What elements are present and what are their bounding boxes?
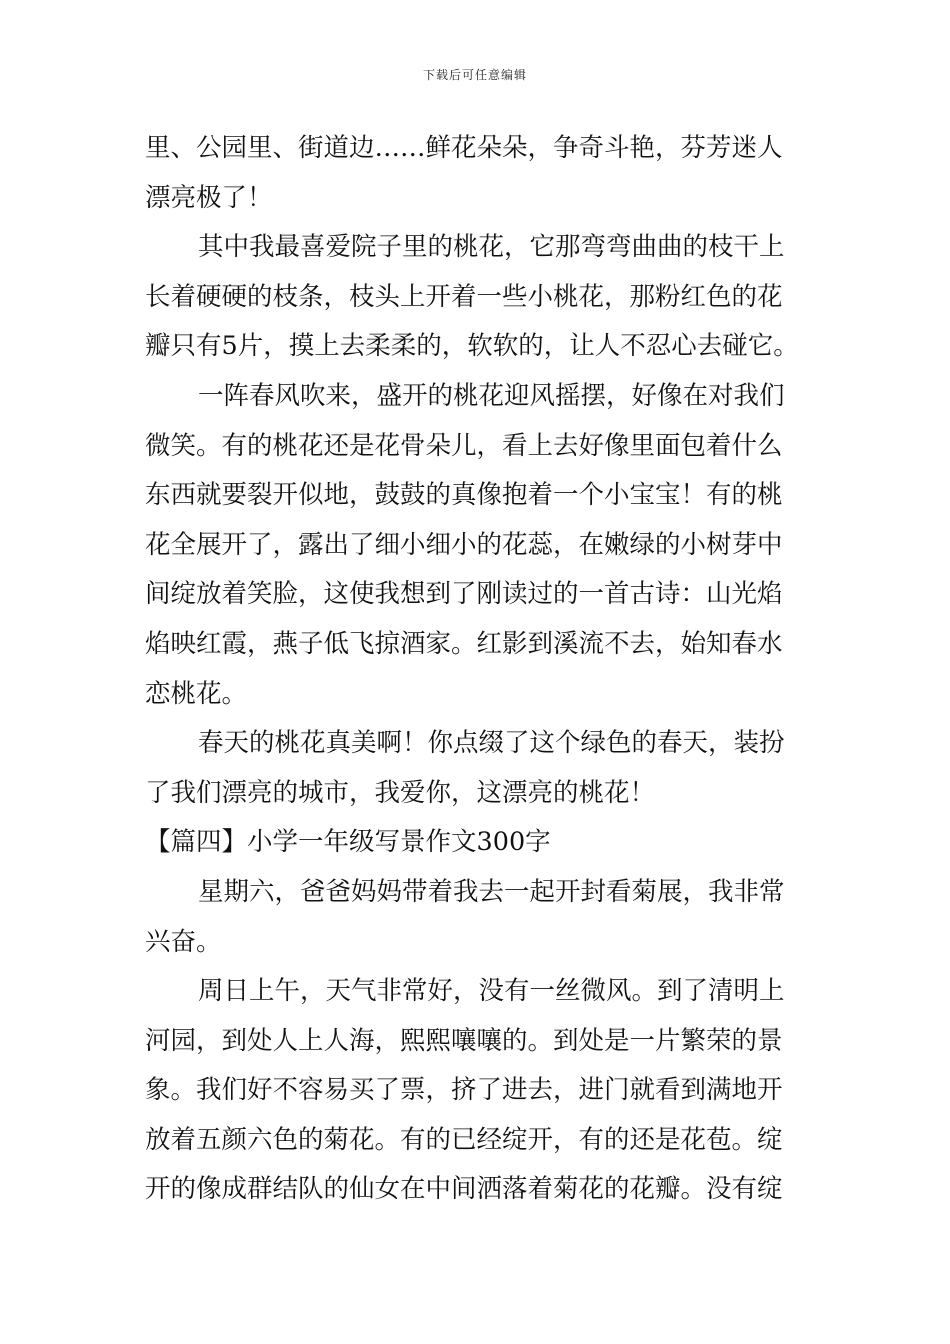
text-line-13: 春天的桃花真美啊！你点缀了这个绿色的春天，装扮 [198, 728, 785, 759]
text-line-7: 微笑。有的桃花还是花骨朵儿，看上去好像里面包着什么 [145, 430, 783, 461]
text-line-4: 长着硬硬的枝条，枝头上开着一些小桃花，那粉红色的花 [145, 281, 783, 312]
text-line-21: 放着五颜六色的菊花。有的已经绽开，有的还是花苞。绽 [145, 1124, 783, 1155]
document-body [145, 124, 815, 1215]
text-line-18: 周日上午，天气非常好，没有一丝微风。到了清明上 [198, 976, 785, 1007]
text-line-3: 其中我最喜爱院子里的桃花，它那弯弯曲曲的枝干上 [198, 232, 785, 263]
text-line-8: 东西就要裂开似地，鼓鼓的真像抱着一个小宝宝！有的桃 [145, 480, 783, 511]
text-line-20: 象。我们好不容易买了票，挤了进去，进门就看到满地开 [145, 1075, 783, 1106]
text-line-5: 瓣只有5片，摸上去柔柔的，软软的，让人不忍心去碰它。 [145, 331, 799, 362]
page-header: 下载后可任意编辑 [422, 68, 527, 82]
text-line-16: 星期六，爸爸妈妈带着我去一起开封看菊展，我非常 [198, 876, 785, 907]
text-line-9: 花全展开了，露出了细小细小的花蕊，在嫩绿的小树芽中 [145, 529, 783, 560]
text-line-6: 一阵春风吹来，盛开的桃花迎风摇摆，好像在对我们 [198, 380, 785, 411]
text-line-19: 河园，到处人上人海，熙熙嚷嚷的。到处是一片繁荣的景 [145, 1025, 783, 1056]
section-heading: 【篇四】小学一年级写景作文300字 [145, 827, 551, 858]
text-line-11: 焰映红霞，燕子低飞掠酒家。红影到溪流不去，始知春水 [145, 628, 783, 659]
text-line-1: 里、公园里、街道边……鲜花朵朵，争奇斗艳，芬芳迷人 [145, 133, 783, 163]
text-line-12: 恋桃花。 [145, 678, 248, 709]
text-line-2: 漂亮极了！ [145, 182, 273, 213]
text-line-14: 了我们漂亮的城市，我爱你，这漂亮的桃花！ [145, 777, 656, 808]
text-line-10: 间绽放着笑脸，这使我想到了刚读过的一首古诗：山光焰 [145, 579, 783, 610]
text-line-17: 兴奋。 [145, 926, 222, 957]
text-line-22: 开的像成群结队的仙女在中间洒落着菊花的花瓣。没有绽 [145, 1174, 783, 1205]
